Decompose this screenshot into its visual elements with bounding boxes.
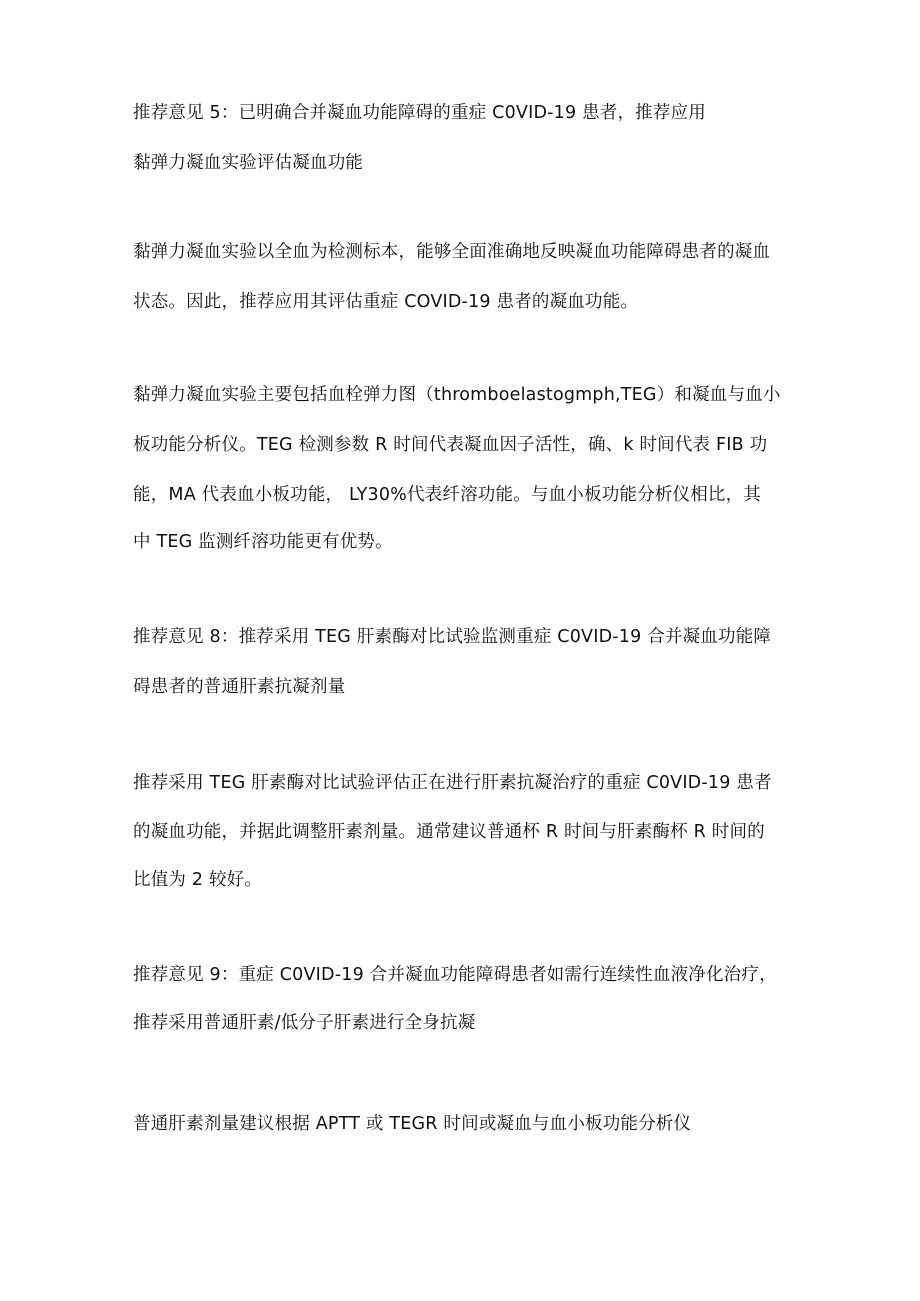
- para2-line-3: 能，MA 代表血小板功能， LY30%代表纤溶功能。与血小板功能分析仪相比，其: [133, 485, 762, 505]
- rec9-heading-line-1: 推荐意见 9：重症 C0VID-19 合并凝血功能障碍患者如需行连续性血液净化治疗，: [133, 965, 777, 985]
- rec8-heading-line-1: 推荐意见 8：推荐采用 TEG 肝素酶对比试验监测重症 C0VID-19 合并凝血功能障: [133, 627, 772, 647]
- para4-line-1: 普通肝素剂量建议根据 APTT 或 TEGR 时间或凝血与血小板功能分析仪: [133, 1114, 692, 1134]
- rec8-heading-line-2: 碍患者的普通肝素抗凝剂量: [133, 677, 346, 697]
- rec9-heading-line-2: 推荐采用普通肝素/低分子肝素进行全身抗凝: [133, 1013, 476, 1033]
- para1-line-1: 黏弹力凝血实验以全血为检测标本，能够全面准确地反映凝血功能障碍患者的凝血: [133, 242, 771, 262]
- rec5-heading-line-2: 黏弹力凝血实验评估凝血功能: [133, 153, 364, 173]
- rec5-heading-line-1: 推荐意见 5：已明确合并凝血功能障碍的重症 C0VID-19 患者，推荐应用: [133, 103, 706, 123]
- para3-line-1: 推荐采用 TEG 肝素酶对比试验评估正在进行肝素抗凝治疗的重症 C0VID-19 患者: [133, 773, 772, 793]
- para1-line-2: 状态。因此，推荐应用其评估重症 COVID-19 患者的凝血功能。: [133, 292, 639, 312]
- para2-line-1: 黏弹力凝血实验主要包括血栓弹力图（thromboelastogmph,TEG）和凝血与血小: [133, 385, 781, 405]
- para2-line-2: 板功能分析仪。TEG 检测参数 R 时间代表凝血因子活性，确、k 时间代表 FIB 功: [133, 435, 768, 455]
- para3-line-3: 比值为 2 较好。: [133, 870, 263, 890]
- para2-line-4: 中 TEG 监测纤溶功能更有优势。: [133, 532, 393, 552]
- para3-line-2: 的凝血功能，并据此调整肝素剂量。通常建议普通杯 R 时间与肝素酶杯 R 时间的: [133, 822, 765, 842]
